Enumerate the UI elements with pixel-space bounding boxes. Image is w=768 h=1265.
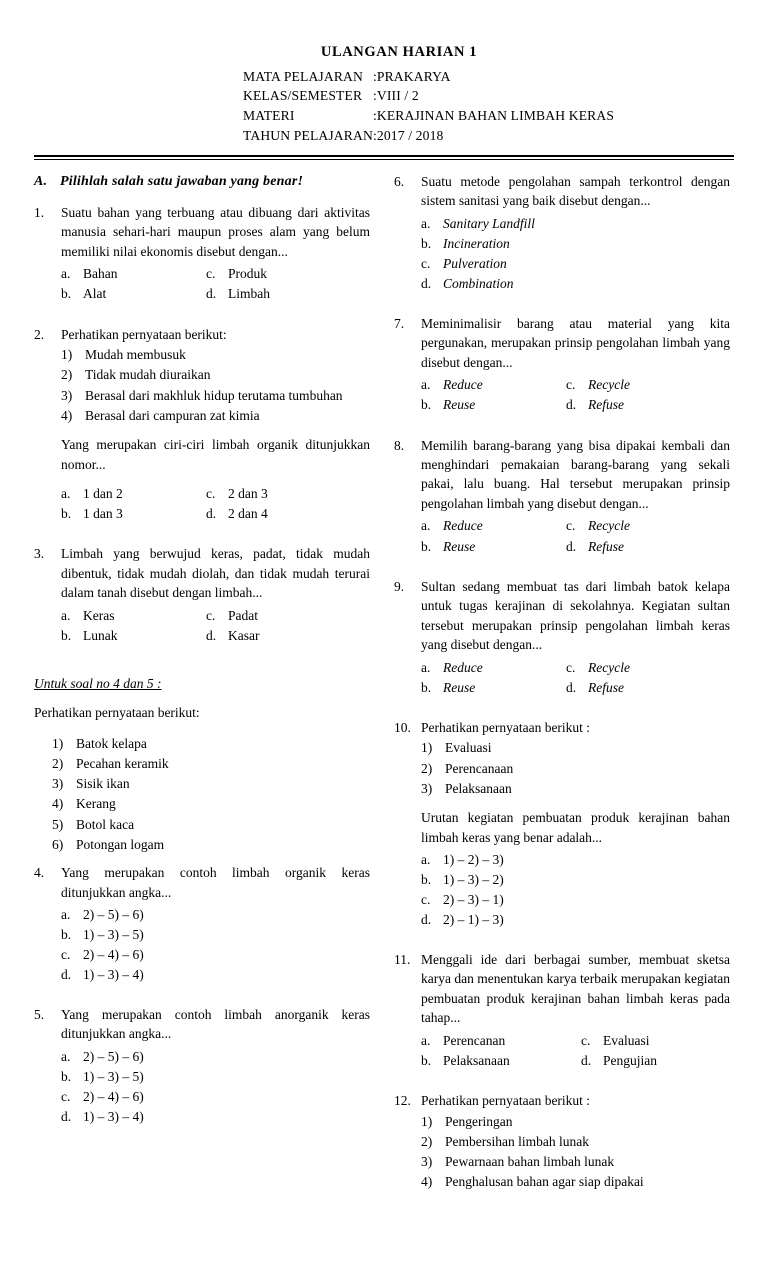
question-6-options	[421, 214, 730, 294]
option-row	[421, 658, 730, 678]
list-item-text: Pecahan keramik	[76, 755, 169, 771]
option-row	[421, 537, 730, 557]
option-a-text: Reduce	[443, 659, 483, 675]
statement-text: Pengeringan	[445, 1113, 513, 1129]
spacer	[34, 855, 370, 863]
statement-text: Mudah membusuk	[85, 347, 186, 363]
list-item	[52, 815, 370, 835]
question-4-number: 4.	[34, 865, 45, 881]
option-b[interactable]	[61, 284, 206, 304]
option-c-text: 2) – 4) – 6)	[83, 1088, 144, 1104]
question-10-statements	[421, 738, 730, 799]
option-c[interactable]	[61, 1087, 370, 1107]
option-b-label: b.	[61, 286, 72, 302]
instruction-heading: Untuk soal no 4 dan 5 :	[34, 676, 162, 692]
question-5-options	[61, 1047, 370, 1127]
option-d-label: d.	[61, 1108, 72, 1124]
option-a-label: a.	[421, 215, 431, 231]
option-c-label: c.	[421, 892, 431, 908]
question-9	[394, 577, 730, 698]
option-row	[61, 504, 370, 524]
question-12-number: 12.	[394, 1093, 411, 1109]
question-1-text: Suatu bahan yang terbuang atau dibuang dari aktivitas manusia sehari-hari maupun proses alam yang belum memiliki nilai ekonomis disebut dengan...	[61, 204, 370, 259]
right-column	[394, 172, 730, 1205]
option-d-text: Refuse	[588, 397, 624, 413]
option-b[interactable]	[421, 234, 730, 254]
statement-number: 1)	[421, 1113, 433, 1129]
meta-label-year: TAHUN PELAJARAN	[243, 128, 373, 144]
option-c-label: c.	[61, 946, 71, 962]
option-a-label: a.	[421, 659, 431, 675]
option-a-text: 1 dan 2	[83, 485, 123, 501]
question-12-statements	[421, 1112, 730, 1193]
option-b-text: Pelaksanaan	[443, 1052, 510, 1068]
statement-item	[61, 406, 370, 426]
option-a-text: Keras	[83, 607, 115, 623]
option-d[interactable]	[61, 965, 370, 985]
option-b-label: b.	[421, 1052, 432, 1068]
option-a[interactable]	[421, 850, 730, 870]
left-column	[34, 172, 370, 1139]
list-item	[52, 794, 370, 814]
option-c-label: c.	[61, 1088, 71, 1104]
option-c-label: c.	[206, 266, 216, 282]
option-a-text: Sanitary Landfill	[443, 215, 535, 231]
option-b[interactable]	[421, 537, 566, 557]
option-b-label: b.	[421, 397, 432, 413]
statement-number: 2)	[421, 1133, 433, 1149]
statement-item	[421, 779, 730, 799]
instruction-items	[52, 734, 370, 856]
spacer	[34, 997, 370, 1005]
option-c[interactable]	[421, 890, 730, 910]
option-row	[61, 484, 370, 504]
option-d-text: Refuse	[588, 679, 624, 695]
statement-number: 1)	[61, 347, 73, 363]
option-d-label: d.	[206, 628, 217, 644]
option-d-label: d.	[206, 506, 217, 522]
option-c-text: Pulveration	[443, 255, 507, 271]
option-d-text: Refuse	[588, 538, 624, 554]
question-7-number: 7.	[394, 315, 405, 331]
question-7	[394, 314, 730, 416]
spacer	[34, 317, 370, 325]
statement-number: 2)	[421, 760, 433, 776]
meta-label-class: KELAS/SEMESTER	[243, 88, 363, 104]
option-b-label: b.	[421, 235, 432, 251]
list-item	[52, 734, 370, 754]
option-c-label: c.	[566, 518, 576, 534]
spacer	[394, 942, 730, 950]
instruction-line: Perhatikan pernyataan berikut:	[34, 705, 200, 721]
option-d[interactable]	[61, 1107, 370, 1127]
question-11-number: 11.	[394, 951, 411, 967]
option-b-label: b.	[421, 538, 432, 554]
option-b-text: 1) – 3) – 2)	[443, 872, 504, 888]
spacer	[394, 306, 730, 314]
spacer	[394, 710, 730, 718]
list-item-text: Batok kelapa	[76, 735, 147, 751]
question-10	[394, 718, 730, 930]
meta-value-subject: PRAKARYA	[376, 68, 451, 84]
question-4-options	[61, 905, 370, 985]
option-c-label: c.	[206, 607, 216, 623]
option-c[interactable]	[566, 516, 730, 536]
meta-label-material: MATERI	[243, 108, 295, 124]
option-a-label: a.	[421, 377, 431, 393]
meta-sep-year: :	[372, 128, 377, 144]
statement-item	[421, 1152, 730, 1172]
meta-row-subject	[243, 67, 614, 87]
spacer	[394, 569, 730, 577]
question-5	[34, 1005, 370, 1127]
option-a-text: Bahan	[83, 266, 118, 282]
divider-line-thin	[34, 159, 734, 160]
question-6-number: 6.	[394, 173, 405, 189]
option-b[interactable]	[421, 678, 566, 698]
list-item-number: 4)	[52, 796, 64, 812]
option-d-label: d.	[581, 1052, 592, 1068]
question-10-followup: Urutan kegiatan pembuatan produk kerajinan bahan limbah keras yang benar adalah...	[421, 810, 730, 845]
statement-item	[421, 1172, 730, 1192]
header-meta-table	[243, 67, 614, 146]
option-d-text: Kasar	[228, 628, 260, 644]
option-a[interactable]	[421, 214, 730, 234]
meta-row-material	[243, 106, 614, 126]
option-d-text: 2 dan 4	[228, 506, 268, 522]
header-divider	[34, 155, 734, 160]
question-2-followup: Yang merupakan ciri-ciri limbah organik ditunjukkan nomor...	[61, 437, 370, 472]
statement-item	[61, 386, 370, 406]
spacer	[394, 1083, 730, 1091]
option-b-label: b.	[61, 506, 72, 522]
option-b-text: Incineration	[443, 235, 510, 251]
question-11-text: Menggali ide dari berbagai sumber, membuat sketsa karya dan menentukan karya terbaik merupakan kegiatan pembuatan produk kerajinan bahan limbah keras pada tahap...	[421, 951, 730, 1026]
meta-value-material: KERAJINAN BAHAN LIMBAH KERAS	[376, 108, 615, 124]
option-b-text: Lunak	[83, 628, 118, 644]
option-c-text: 2) – 4) – 6)	[83, 946, 144, 962]
question-6-text: Suatu metode pengolahan sampah terkontrol dengan sistem sanitasi yang baik disebut dengan...	[421, 173, 730, 209]
option-d[interactable]	[566, 678, 730, 698]
option-a-label: a.	[61, 607, 71, 623]
option-a-label: a.	[61, 485, 71, 501]
instruction-block	[34, 658, 370, 855]
option-a[interactable]	[421, 516, 566, 536]
statement-text: Tidak mudah diuraikan	[85, 367, 211, 383]
option-d-text: Combination	[443, 275, 514, 291]
option-b[interactable]	[421, 395, 566, 415]
statement-text: Evaluasi	[445, 740, 492, 756]
option-c[interactable]	[421, 254, 730, 274]
section-a-heading	[34, 172, 370, 192]
question-8	[394, 436, 730, 557]
option-a[interactable]	[61, 264, 206, 284]
question-columns	[34, 172, 734, 1205]
option-b-label: b.	[61, 926, 72, 942]
question-11-options	[421, 1031, 730, 1072]
statement-number: 3)	[421, 1154, 433, 1170]
question-4-text: Yang merupakan contoh limbah organik keras ditunjukkan angka...	[61, 865, 370, 900]
statement-number: 1)	[421, 740, 433, 756]
option-d[interactable]	[206, 626, 370, 646]
option-a-text: 2) – 5) – 6)	[83, 906, 144, 922]
option-c-text: Recycle	[588, 659, 630, 675]
statement-text: Perencanaan	[445, 760, 514, 776]
statement-text: Pewarnaan bahan limbah lunak	[445, 1154, 615, 1170]
option-b-label: b.	[421, 872, 432, 888]
question-6	[394, 172, 730, 294]
section-a-letter: A.	[34, 173, 48, 189]
list-item-number: 1)	[52, 735, 64, 751]
question-11	[394, 950, 730, 1071]
option-d-label: d.	[61, 966, 72, 982]
option-a[interactable]	[421, 658, 566, 678]
option-c[interactable]	[206, 264, 370, 284]
option-d-label: d.	[566, 397, 577, 413]
statement-item	[421, 738, 730, 758]
question-2-options	[61, 484, 370, 525]
statement-number: 3)	[421, 780, 433, 796]
page-title: ULANGAN HARIAN 1	[320, 44, 478, 60]
option-b[interactable]	[61, 626, 206, 646]
question-5-text: Yang merupakan contoh limbah anorganik keras ditunjukkan angka...	[61, 1006, 370, 1042]
option-c-label: c.	[581, 1032, 591, 1048]
option-b-text: Reuse	[443, 397, 476, 413]
meta-value-class: VIII / 2	[376, 88, 419, 104]
option-a-text: Reduce	[443, 518, 483, 534]
option-b-text: 1) – 3) – 5)	[83, 1068, 144, 1084]
meta-sep-subject: :	[372, 68, 377, 84]
option-d[interactable]	[206, 504, 370, 524]
option-d-label: d.	[566, 538, 577, 554]
question-8-number: 8.	[394, 437, 405, 453]
meta-label-subject: MATA PELAJARAN	[243, 68, 363, 84]
question-10-number: 10.	[394, 720, 411, 736]
option-d[interactable]	[206, 284, 370, 304]
option-c-text: Recycle	[588, 518, 630, 534]
option-a-label: a.	[61, 906, 71, 922]
option-b[interactable]	[61, 1067, 370, 1087]
spacer	[394, 428, 730, 436]
option-c-text: Padat	[228, 607, 258, 623]
option-row	[61, 284, 370, 304]
option-b-text: 1 dan 3	[83, 506, 123, 522]
question-2-number: 2.	[34, 326, 45, 342]
option-a-text: 2) – 5) – 6)	[83, 1048, 144, 1064]
question-4	[34, 863, 370, 985]
list-item	[52, 754, 370, 774]
question-3-options	[61, 606, 370, 647]
option-b-text: Reuse	[443, 538, 476, 554]
option-b[interactable]	[61, 925, 370, 945]
option-b[interactable]	[421, 870, 730, 890]
option-b-text: Alat	[83, 286, 107, 302]
question-9-text: Sultan sedang membuat tas dari limbah batok kelapa untuk tugas kerajinan di sekolahnya. Kegiatan sultan tersebut merupakan prinsip pengolahan limbah keras yang disebut dengan...	[421, 578, 730, 653]
question-10-options	[421, 850, 730, 930]
statement-item	[421, 1132, 730, 1152]
question-8-text: Memilih barang-barang yang bisa dipakai kembali dan menghindari pemakaian barang-barang yang sekali pakai, lalu buang. Hal tersebut merupakan prinsip pengolahan limbah yang disebut dengan...	[421, 437, 730, 511]
option-d-label: d.	[421, 911, 432, 927]
option-row	[61, 264, 370, 284]
statement-text: Penghalusan bahan agar siap dipakai	[445, 1174, 644, 1190]
question-9-options	[421, 658, 730, 699]
option-a[interactable]	[421, 1031, 581, 1051]
statement-text: Berasal dari makhluk hidup terutama tumbuhan	[85, 387, 343, 403]
option-b-label: b.	[61, 628, 72, 644]
statement-item	[61, 345, 370, 365]
question-12-text: Perhatikan pernyataan berikut :	[421, 1093, 591, 1109]
option-row	[421, 375, 730, 395]
meta-sep-material: :	[372, 108, 377, 124]
option-row	[421, 1031, 730, 1051]
spacer	[34, 536, 370, 544]
option-c[interactable]	[566, 375, 730, 395]
list-item	[52, 774, 370, 794]
list-item-text: Kerang	[76, 796, 116, 812]
option-d[interactable]	[566, 395, 730, 415]
question-5-number: 5.	[34, 1006, 45, 1022]
statement-number: 4)	[421, 1174, 433, 1190]
meta-row-year	[243, 126, 614, 146]
option-a-label: a.	[421, 1032, 431, 1048]
option-d-text: Limbah	[228, 286, 270, 302]
option-a[interactable]	[61, 484, 206, 504]
option-a-label: a.	[421, 518, 431, 534]
question-9-number: 9.	[394, 578, 405, 594]
option-a-text: Reduce	[443, 377, 483, 393]
option-c[interactable]	[581, 1031, 741, 1051]
option-b-text: 1) – 3) – 5)	[83, 926, 144, 942]
option-d-label: d.	[566, 679, 577, 695]
question-10-text: Perhatikan pernyataan berikut :	[421, 720, 591, 736]
option-c[interactable]	[566, 658, 730, 678]
list-item-number: 5)	[52, 816, 64, 832]
question-7-text: Meminimalisir barang atau material yang kita pergunakan, merupakan prinsip pengolahan limbah yang disebut dengan...	[421, 315, 730, 370]
statement-number: 3)	[61, 387, 73, 403]
option-a[interactable]	[61, 1047, 370, 1067]
option-b-text: Reuse	[443, 679, 476, 695]
question-3-text: Limbah yang berwujud keras, padat, tidak mudah dibentuk, tidak mudah diolah, dan tidak mudah terurai dalam tanah disebut dengan limbah...	[61, 546, 370, 601]
list-item-number: 3)	[52, 776, 64, 792]
option-a-text: Perencanan	[443, 1032, 506, 1048]
question-8-options	[421, 516, 730, 557]
meta-row-class	[243, 86, 614, 106]
option-d[interactable]	[421, 274, 730, 294]
option-a[interactable]	[421, 375, 566, 395]
list-item-text: Potongan logam	[76, 836, 165, 852]
statement-text: Pelaksanaan	[445, 780, 512, 796]
document-header	[34, 0, 734, 146]
question-12	[394, 1091, 730, 1192]
option-d[interactable]	[581, 1051, 741, 1071]
option-a[interactable]	[61, 606, 206, 626]
question-1	[34, 203, 370, 305]
option-d-text: 1) – 3) – 4)	[83, 966, 144, 982]
option-d-text: 1) – 3) – 4)	[83, 1108, 144, 1124]
option-d[interactable]	[566, 537, 730, 557]
statement-number: 2)	[61, 367, 73, 383]
option-b[interactable]	[61, 504, 206, 524]
option-a-label: a.	[421, 852, 431, 868]
option-b[interactable]	[421, 1051, 581, 1071]
statement-item	[421, 759, 730, 779]
option-c[interactable]	[206, 606, 370, 626]
option-c[interactable]	[206, 484, 370, 504]
question-3	[34, 544, 370, 646]
statement-item	[61, 365, 370, 385]
option-c-text: Recycle	[588, 377, 630, 393]
question-2-statements	[61, 345, 370, 426]
option-c-text: 2 dan 3	[228, 485, 268, 501]
option-d-text: 2) – 1) – 3)	[443, 911, 504, 927]
statement-text: Pembersihan limbah lunak	[445, 1133, 589, 1149]
option-d-label: d.	[206, 286, 217, 302]
question-1-options	[61, 264, 370, 305]
option-row	[61, 606, 370, 626]
option-c-text: 2) – 3) – 1)	[443, 892, 504, 908]
option-a[interactable]	[61, 905, 370, 925]
option-b-label: b.	[421, 679, 432, 695]
statement-number: 4)	[61, 407, 73, 423]
option-a-text: 1) – 2) – 3)	[443, 852, 504, 868]
option-a-label: a.	[61, 1048, 71, 1064]
option-d-text: Pengujian	[603, 1052, 657, 1068]
list-item-text: Botol kaca	[76, 816, 135, 832]
question-2	[34, 325, 370, 525]
option-b-label: b.	[61, 1068, 72, 1084]
option-row	[61, 626, 370, 646]
option-row	[421, 1051, 730, 1071]
list-item-text: Sisik ikan	[76, 776, 130, 792]
option-c-text: Produk	[228, 266, 268, 282]
option-row	[421, 395, 730, 415]
list-item-number: 2)	[52, 755, 64, 771]
statement-text: Berasal dari campuran zat kimia	[85, 407, 260, 423]
option-c-label: c.	[206, 485, 216, 501]
option-c-text: Evaluasi	[603, 1032, 650, 1048]
question-3-number: 3.	[34, 546, 45, 562]
question-1-number: 1.	[34, 204, 45, 220]
option-d-label: d.	[421, 275, 432, 291]
option-row	[421, 516, 730, 536]
meta-value-year: 2017 / 2018	[376, 128, 444, 144]
option-c[interactable]	[61, 945, 370, 965]
option-a-label: a.	[61, 266, 71, 282]
option-c-label: c.	[421, 255, 431, 271]
option-row	[421, 678, 730, 698]
meta-sep-class: :	[372, 88, 377, 104]
section-a-title: Pilihlah salah satu jawaban yang benar!	[60, 173, 304, 189]
question-2-text: Perhatikan pernyataan berikut:	[61, 326, 227, 342]
option-c-label: c.	[566, 377, 576, 393]
list-item	[52, 835, 370, 855]
question-7-options	[421, 375, 730, 416]
option-c-label: c.	[566, 659, 576, 675]
list-item-number: 6)	[52, 836, 64, 852]
statement-item	[421, 1112, 730, 1132]
option-d[interactable]	[421, 910, 730, 930]
